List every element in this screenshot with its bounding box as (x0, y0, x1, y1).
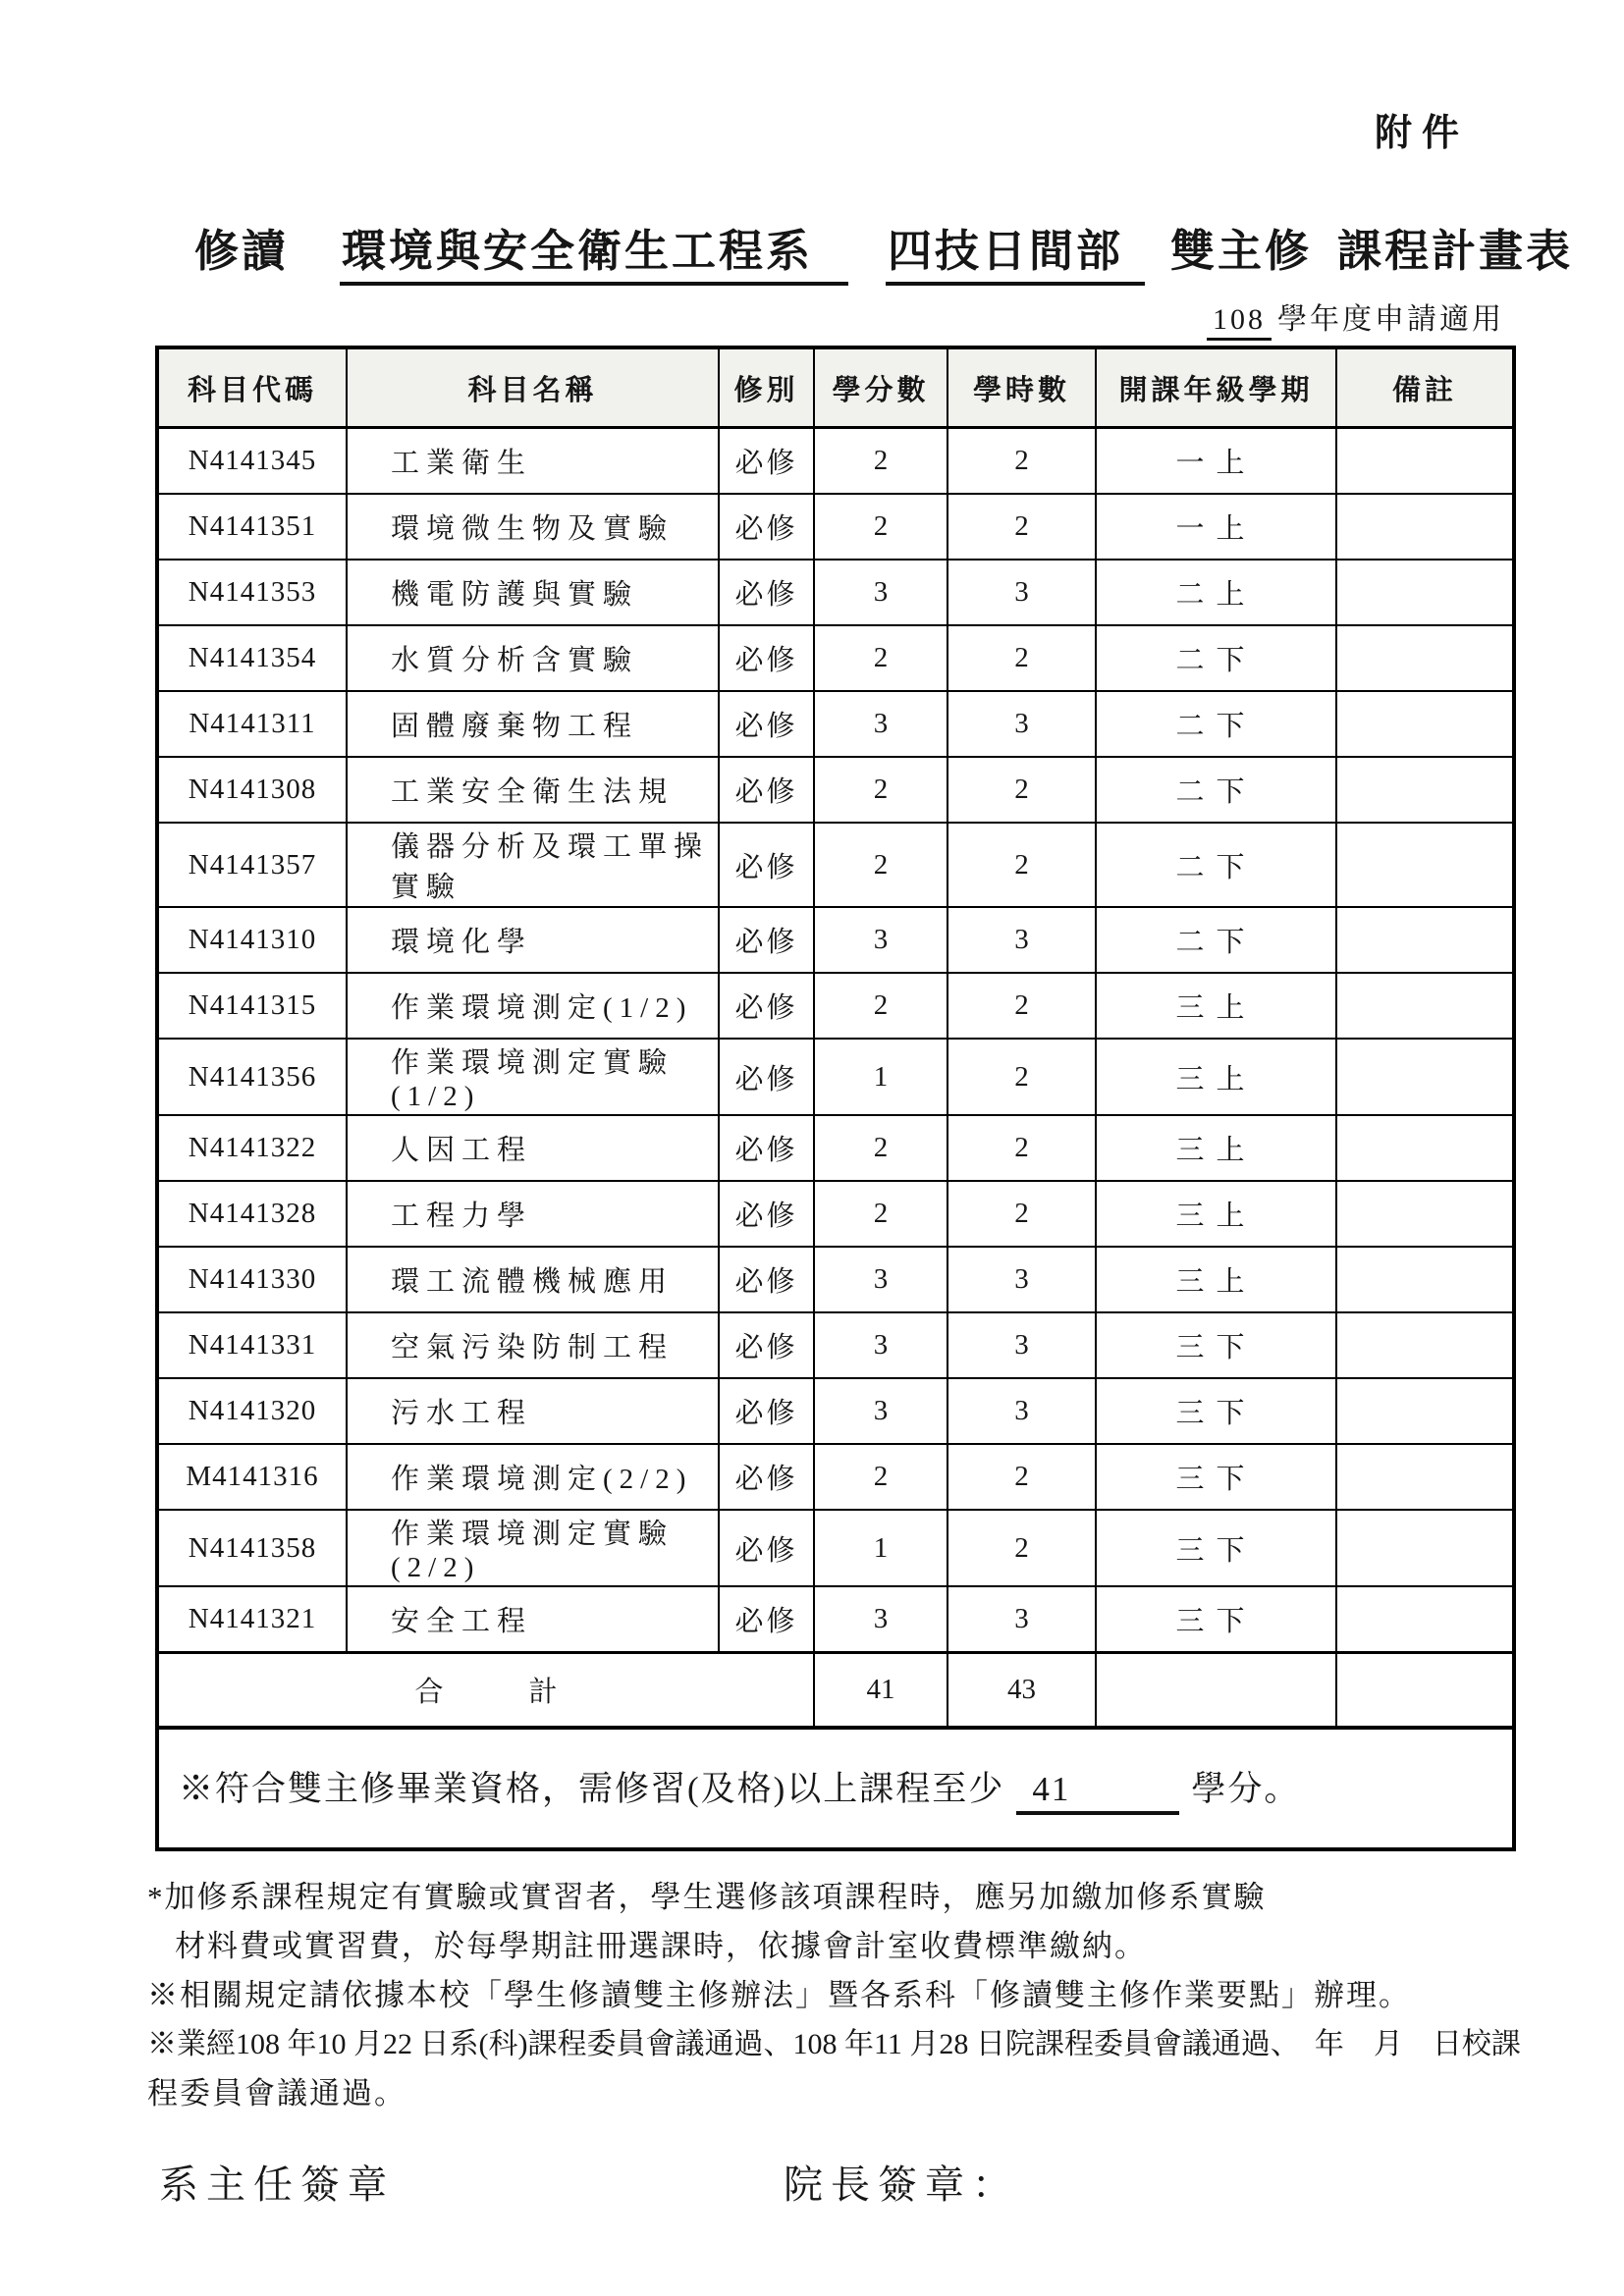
course-name: 安全工程 (347, 1586, 719, 1653)
course-name: 工業安全衛生法規 (347, 757, 719, 823)
course-type: 必修 (719, 560, 814, 625)
course-credits: 2 (814, 823, 947, 907)
course-semester: 二下 (1096, 625, 1336, 691)
course-hours: 2 (947, 1115, 1096, 1181)
table-row (157, 625, 1514, 691)
course-hours: 2 (947, 1039, 1096, 1115)
course-credits: 2 (814, 494, 947, 560)
total-remark-empty (1336, 1653, 1514, 1729)
course-hours: 2 (947, 494, 1096, 560)
column-header-name: 科目名稱 (347, 347, 719, 428)
course-type: 必修 (719, 973, 814, 1039)
course-semester: 三下 (1096, 1378, 1336, 1444)
table-row (157, 428, 1514, 495)
course-semester: 三上 (1096, 973, 1336, 1039)
course-credits: 3 (814, 560, 947, 625)
course-type: 必修 (719, 1444, 814, 1510)
course-credits: 2 (814, 1444, 947, 1510)
course-hours: 2 (947, 1444, 1096, 1510)
course-remark (1336, 1444, 1514, 1510)
table-row (157, 1586, 1514, 1653)
table-row (157, 1312, 1514, 1378)
course-remark (1336, 1181, 1514, 1247)
course-code: N4141311 (157, 691, 347, 757)
course-type: 必修 (719, 1586, 814, 1653)
total-semester-empty (1096, 1653, 1336, 1729)
footnote-line-1: *加修系課程規定有實驗或實習者，學生選修該項課程時，應另加繳加修系實驗 (147, 1880, 1267, 1914)
title-department: 環境與安全衛生工程系 (340, 227, 848, 286)
course-semester: 三上 (1096, 1181, 1336, 1247)
course-hours: 3 (947, 907, 1096, 973)
page-title (194, 215, 1624, 279)
course-code: N4141345 (157, 428, 347, 495)
course-name: 人因工程 (347, 1115, 719, 1181)
course-credits: 1 (814, 1510, 947, 1586)
course-credits: 2 (814, 757, 947, 823)
course-name: 工程力學 (347, 1181, 719, 1247)
course-credits: 1 (814, 1039, 947, 1115)
table-row (157, 1181, 1514, 1247)
course-code: N4141315 (157, 973, 347, 1039)
course-code: N4141357 (157, 823, 347, 907)
total-label: 合 計 (157, 1653, 814, 1729)
course-credits: 3 (814, 691, 947, 757)
course-credits: 3 (814, 1312, 947, 1378)
course-remark (1336, 691, 1514, 757)
course-remark (1336, 428, 1514, 495)
total-hours: 43 (947, 1653, 1096, 1729)
qualification-note-row (157, 1728, 1514, 1849)
course-semester: 三下 (1096, 1510, 1336, 1586)
course-remark (1336, 1039, 1514, 1115)
table-row (157, 1510, 1514, 1586)
course-code: N4141310 (157, 907, 347, 973)
course-plan-table (155, 346, 1516, 1851)
column-header-hours: 學時數 (947, 347, 1096, 428)
course-remark (1336, 625, 1514, 691)
course-type: 必修 (719, 1247, 814, 1312)
course-credits: 2 (814, 428, 947, 495)
course-name: 作業環境測定實驗(1/2) (347, 1039, 719, 1115)
course-hours: 2 (947, 1510, 1096, 1586)
course-semester: 一上 (1096, 494, 1336, 560)
footnote-line-3: ※相關規定請依據本校「學生修讀雙主修辦法」暨各系科「修讀雙主修作業要點」辦理。 (147, 1978, 1411, 2012)
course-name: 環境化學 (347, 907, 719, 973)
total-row (157, 1653, 1514, 1729)
course-hours: 3 (947, 691, 1096, 757)
course-code: N4141354 (157, 625, 347, 691)
course-code: N4141353 (157, 560, 347, 625)
course-credits: 2 (814, 973, 947, 1039)
qualification-note-value: 41 (1016, 1770, 1179, 1815)
course-code: N4141322 (157, 1115, 347, 1181)
course-hours: 2 (947, 625, 1096, 691)
course-type: 必修 (719, 494, 814, 560)
course-name: 作業環境測定(1/2) (347, 973, 719, 1039)
footnote-line-2: 材料費或實習費，於每學期註冊選課時，依據會計室收費標準繳納。 (175, 1929, 1147, 1963)
course-name: 儀器分析及環工單操實驗 (347, 823, 719, 907)
course-semester: 三下 (1096, 1312, 1336, 1378)
course-type: 必修 (719, 625, 814, 691)
signature-line (159, 2154, 1624, 2210)
course-remark (1336, 1510, 1514, 1586)
course-semester: 三上 (1096, 1115, 1336, 1181)
course-code: N4141330 (157, 1247, 347, 1312)
course-remark (1336, 973, 1514, 1039)
course-code: N4141321 (157, 1586, 347, 1653)
course-credits: 2 (814, 1181, 947, 1247)
table-row (157, 494, 1514, 560)
column-header-credits: 學分數 (814, 347, 947, 428)
course-name: 水質分析含實驗 (347, 625, 719, 691)
column-header-type: 修別 (719, 347, 814, 428)
title-division: 四技日間部 (886, 227, 1145, 286)
applicable-year-label: 學年度申請適用 (1277, 303, 1504, 336)
footnote-line-4: ※業經108 年10 月22 日系(科)課程委員會議通過、108 年11 月28 日院課程委員會議通過、 年 月 日校課 (147, 2028, 1521, 2060)
dean-signature-label: 院長簽章： (784, 2163, 1019, 2207)
course-hours: 2 (947, 428, 1096, 495)
course-type: 必修 (719, 1510, 814, 1586)
table-body (157, 428, 1514, 1653)
course-credits: 2 (814, 625, 947, 691)
table-row (157, 823, 1514, 907)
course-name: 作業環境測定實驗(2/2) (347, 1510, 719, 1586)
title-prefix: 修讀 (194, 227, 290, 276)
course-remark (1336, 907, 1514, 973)
table-row (157, 1115, 1514, 1181)
course-code: N4141308 (157, 757, 347, 823)
course-remark (1336, 757, 1514, 823)
title-program: 雙主修 (1170, 227, 1313, 276)
course-type: 必修 (719, 907, 814, 973)
course-semester: 二下 (1096, 907, 1336, 973)
course-hours: 3 (947, 1586, 1096, 1653)
course-semester: 三上 (1096, 1247, 1336, 1312)
course-hours: 2 (947, 973, 1096, 1039)
course-hours: 2 (947, 823, 1096, 907)
course-remark (1336, 560, 1514, 625)
course-hours: 3 (947, 560, 1096, 625)
course-semester: 三上 (1096, 1039, 1336, 1115)
course-credits: 3 (814, 1247, 947, 1312)
course-name: 環工流體機械應用 (347, 1247, 719, 1312)
course-credits: 3 (814, 907, 947, 973)
course-semester: 一上 (1096, 428, 1336, 495)
table-row (157, 1247, 1514, 1312)
course-credits: 2 (814, 1115, 947, 1181)
course-remark (1336, 1378, 1514, 1444)
title-suffix: 課程計畫表 (1337, 227, 1574, 276)
course-type: 必修 (719, 1115, 814, 1181)
table-row (157, 691, 1514, 757)
course-remark (1336, 1312, 1514, 1378)
course-code: N4141320 (157, 1378, 347, 1444)
course-type: 必修 (719, 823, 814, 907)
course-hours: 2 (947, 757, 1096, 823)
footnotes (147, 1873, 1624, 2118)
course-type: 必修 (719, 1312, 814, 1378)
table-header (157, 347, 1514, 428)
column-header-semester: 開課年級學期 (1096, 347, 1336, 428)
course-type: 必修 (719, 757, 814, 823)
course-hours: 2 (947, 1181, 1096, 1247)
course-semester: 二下 (1096, 823, 1336, 907)
table-row (157, 560, 1514, 625)
course-name: 污水工程 (347, 1378, 719, 1444)
course-credits: 3 (814, 1378, 947, 1444)
applicable-year-line (0, 294, 1504, 338)
course-code: N4141351 (157, 494, 347, 560)
applicable-year-value: 108 (1207, 303, 1272, 341)
qualification-note-suffix: 學分。 (1191, 1770, 1301, 1808)
course-remark (1336, 823, 1514, 907)
total-credits: 41 (814, 1653, 947, 1729)
course-name: 機電防護與實驗 (347, 560, 719, 625)
course-semester: 二下 (1096, 691, 1336, 757)
course-type: 必修 (719, 691, 814, 757)
course-code: N4141328 (157, 1181, 347, 1247)
course-type: 必修 (719, 1039, 814, 1115)
table-row (157, 973, 1514, 1039)
course-hours: 3 (947, 1312, 1096, 1378)
course-semester: 二下 (1096, 757, 1336, 823)
course-remark (1336, 1115, 1514, 1181)
course-code: N4141358 (157, 1510, 347, 1586)
course-name: 作業環境測定(2/2) (347, 1444, 719, 1510)
course-hours: 3 (947, 1378, 1096, 1444)
table-row (157, 757, 1514, 823)
table-row (157, 1444, 1514, 1510)
course-semester: 三下 (1096, 1444, 1336, 1510)
table-row (157, 1039, 1514, 1115)
footnote-line-5: 程委員會議通過。 (147, 2076, 406, 2110)
column-header-code: 科目代碼 (157, 347, 347, 428)
course-credits: 3 (814, 1586, 947, 1653)
course-name: 空氣污染防制工程 (347, 1312, 719, 1378)
course-semester: 三下 (1096, 1586, 1336, 1653)
table-row (157, 1378, 1514, 1444)
course-hours: 3 (947, 1247, 1096, 1312)
attachment-label: 附件 (1374, 113, 1469, 154)
course-type: 必修 (719, 1181, 814, 1247)
course-code: N4141356 (157, 1039, 347, 1115)
table-row (157, 907, 1514, 973)
column-header-remark: 備註 (1336, 347, 1514, 428)
course-name: 工業衛生 (347, 428, 719, 495)
qualification-note-cell (157, 1728, 1514, 1849)
qualification-note-prefix: ※符合雙主修畢業資格，需修習(及格)以上課程至少 (179, 1770, 1005, 1808)
department-head-signature-label: 系主任簽章 (159, 2163, 395, 2207)
course-remark (1336, 1247, 1514, 1312)
course-semester: 二上 (1096, 560, 1336, 625)
table-footer (157, 1653, 1514, 1850)
course-type: 必修 (719, 1378, 814, 1444)
course-type: 必修 (719, 428, 814, 495)
course-remark (1336, 1586, 1514, 1653)
course-name: 環境微生物及實驗 (347, 494, 719, 560)
course-code: M4141316 (157, 1444, 347, 1510)
course-name: 固體廢棄物工程 (347, 691, 719, 757)
header-row (157, 347, 1514, 428)
course-remark (1336, 494, 1514, 560)
course-code: N4141331 (157, 1312, 347, 1378)
